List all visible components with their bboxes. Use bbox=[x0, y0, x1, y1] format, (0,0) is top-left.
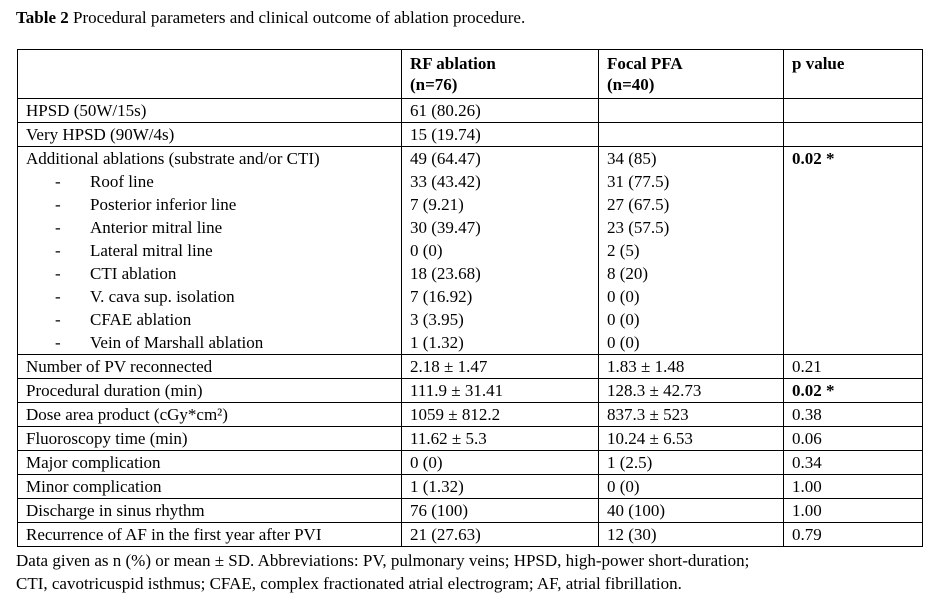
footnote-line-2: CTI, cavotricuspid isthmus; CFAE, complex fractionated atrial electrogram; AF, atrial fibrillation. bbox=[16, 574, 682, 593]
table-row bbox=[18, 99, 923, 123]
results-table bbox=[17, 49, 923, 547]
header-rf: RF ablation (n=76) bbox=[402, 50, 599, 99]
row-label: Very HPSD (90W/4s) bbox=[18, 123, 402, 147]
sub-item: - CFAE ablation bbox=[55, 310, 192, 329]
additional-pfa-cell: 34 (85) 31 (77.5) 27 (67.5) 23 (57.5) 2 (5) 8 (20) 0 (0) 0 (0) 0 (0) bbox=[599, 147, 784, 355]
row-pfa bbox=[599, 123, 784, 147]
additional-p-cell: 0.02 * bbox=[784, 147, 923, 355]
caption-label: Table 2 bbox=[16, 8, 69, 27]
sub-item: - V. cava sup. isolation bbox=[55, 287, 235, 306]
caption-text: Procedural parameters and clinical outcome of ablation procedure. bbox=[68, 8, 526, 27]
sub-item: - Roof line bbox=[55, 172, 154, 191]
header-row bbox=[18, 50, 923, 99]
footnote-line-1: Data given as n (%) or mean ± SD. Abbreviations: PV, pulmonary veins; HPSD, high-power short-duration; bbox=[16, 551, 750, 570]
table-row: Major complication 0 (0) 1 (2.5) 0.34 bbox=[18, 451, 923, 475]
table-row: Procedural duration (min) 111.9 ± 31.41 128.3 ± 42.73 0.02 * bbox=[18, 379, 923, 403]
table-row: Discharge in sinus rhythm 76 (100) 40 (100) 1.00 bbox=[18, 499, 923, 523]
row-rf: 61 (80.26) bbox=[402, 99, 599, 123]
table-row: Fluoroscopy time (min) 11.62 ± 5.3 10.24 ± 6.53 0.06 bbox=[18, 427, 923, 451]
row-p bbox=[784, 123, 923, 147]
sub-item: - CTI ablation bbox=[55, 264, 177, 283]
row-label: HPSD (50W/15s) bbox=[18, 99, 402, 123]
header-empty bbox=[18, 50, 402, 99]
row-p bbox=[784, 99, 923, 123]
sub-item: - Anterior mitral line bbox=[55, 218, 223, 237]
row-pfa bbox=[599, 99, 784, 123]
table-caption bbox=[16, 8, 525, 28]
table-row: Recurrence of AF in the first year after PVI 21 (27.63) 12 (30) 0.79 bbox=[18, 523, 923, 547]
table-row: Number of PV reconnected 2.18 ± 1.47 1.83 ± 1.48 0.21 bbox=[18, 355, 923, 379]
header-pfa: Focal PFA (n=40) bbox=[599, 50, 784, 99]
table-footnote bbox=[16, 549, 931, 595]
table-row: Dose area product (cGy*cm²) 1059 ± 812.2 837.3 ± 523 0.38 bbox=[18, 403, 923, 427]
table-row: Minor complication 1 (1.32) 0 (0) 1.00 bbox=[18, 475, 923, 499]
row-label: Additional ablations (substrate and/or CTI) bbox=[26, 149, 320, 168]
sub-item: - Posterior inferior line bbox=[55, 195, 237, 214]
additional-ablations-row bbox=[18, 147, 923, 355]
sub-item: - Vein of Marshall ablation bbox=[55, 333, 264, 352]
additional-label-cell bbox=[18, 147, 402, 355]
additional-rf-cell: 49 (64.47) 33 (43.42) 7 (9.21) 30 (39.47) 0 (0) 18 (23.68) 7 (16.92) 3 (3.95) 1 (1.32) bbox=[402, 147, 599, 355]
table-row bbox=[18, 123, 923, 147]
row-rf: 15 (19.74) bbox=[402, 123, 599, 147]
sub-item: - Lateral mitral line bbox=[55, 241, 213, 260]
header-p: p value bbox=[784, 50, 923, 99]
